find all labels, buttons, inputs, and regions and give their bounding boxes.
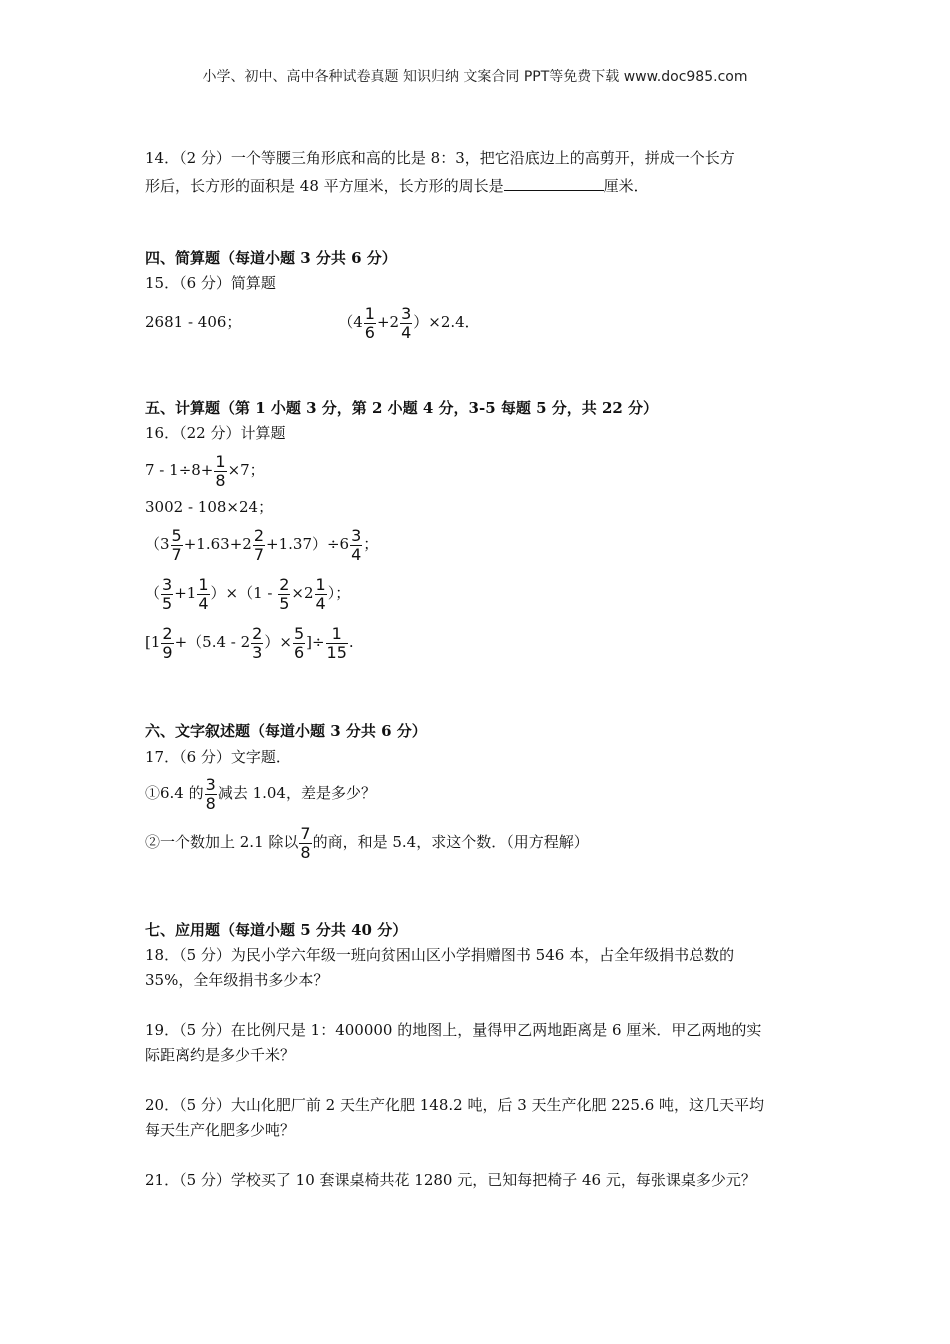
fraction: $\frac{1}{4}$ — [198, 574, 209, 613]
q20-line1: 20．（5 分）大山化肥厂前 2 天生产化肥 148.2 吨，后 3 天生产化肥 225.6 吨，这几天平均 — [145, 1096, 765, 1114]
fraction: $\frac{7}{8}$ — [300, 823, 311, 862]
answer-blank — [504, 174, 604, 191]
q19-line2: 际距离约是多少千米？ — [145, 1046, 296, 1064]
fraction: $\frac{1}{8}$ — [215, 451, 226, 490]
q18-line1: 18．（5 分）为民小学六年级一班向贫困山区小学捐赠图书 546 本，占全年级捐书总数的 — [145, 946, 735, 964]
page-header: 小学、初中、高中各种试卷真题 知识归纳 文案合同 PPT等免费下载 www.doc985.com — [202, 69, 748, 85]
fraction: $\frac{1}{6}$ — [364, 303, 375, 342]
q17-title: 17．（6 分）文字题． — [145, 748, 291, 766]
fraction: $\frac{1}{4}$ — [315, 574, 326, 613]
q17-item-2: ②一个数加上 2.1 除以 $\frac{7}{8}$ 的商，和是 5.4，求这个数．（用方程解） — [145, 823, 589, 862]
q19-line1: 19．（5 分）在比例尺是 1：400000 的地图上，量得甲乙两地距离是 6 厘米．甲乙两地的实 — [145, 1021, 762, 1039]
fraction: $\frac{3}{8}$ — [205, 774, 216, 813]
q14-line2 — [145, 174, 649, 196]
q16-expr-2: 3002 - 108×24； — [145, 498, 274, 516]
q16-expr-1: 7 - 1÷8+ $\frac{1}{8}$ ×7； — [145, 451, 265, 490]
q16-title: 16．（22 分）计算题 — [145, 424, 286, 442]
q16-expr-3: （3 $\frac{5}{7}$ +1.63+2 $\frac{2}{7}$ +1.37）÷6 $\frac{3}{4}$ ； — [145, 525, 379, 564]
fraction: $\frac{2}{9}$ — [162, 623, 173, 662]
q20-line2: 每天生产化肥多少吨？ — [145, 1121, 296, 1139]
q16-expr-4: （ $\frac{3}{5}$ +1 $\frac{1}{4}$ ）×（1 - $\frac{2}{5}$ ×2 $\frac{1}{4}$ ）； — [145, 574, 351, 613]
q16-expr-5: [1 $\frac{2}{9}$ +（5.4 - 2 $\frac{2}{3}$ ）× $\frac{5}{6}$ ]÷ $\frac{1}{15}$ . — [145, 623, 354, 662]
q15-title: 15．（6 分）简算题 — [145, 274, 276, 292]
fraction: $\frac{3}{4}$ — [351, 525, 362, 564]
q15-expr-2: （4 $\frac{1}{6}$ +2 $\frac{3}{4}$ ）×2.4． — [338, 303, 480, 342]
q15-expr-1: 2681 - 406； — [145, 313, 242, 331]
section-7-title: 七、应用题（每道小题 5 分共 40 分） — [145, 921, 408, 939]
q21-line1: 21．（5 分）学校买了 10 套课桌椅共花 1280 元，已知每把椅子 46 元，每张课桌多少元？ — [145, 1171, 756, 1189]
fraction: $\frac{2}{5}$ — [279, 574, 290, 613]
fraction: $\frac{5}{7}$ — [171, 525, 182, 564]
fraction: $\frac{3}{5}$ — [162, 574, 173, 613]
fraction: $\frac{2}{7}$ — [253, 525, 265, 564]
q17-item-1: ①6.4 的 $\frac{3}{8}$ 减去 1.04，差是多少？ — [145, 774, 376, 813]
section-6-title: 六、文字叙述题（每道小题 3 分共 6 分） — [145, 722, 427, 740]
q14-line1: 14．（2 分）一个等腰三角形底和高的比是 8：3，把它沿底边上的高剪开，拼成一个长方 — [145, 149, 735, 167]
fraction: $\frac{5}{6}$ — [293, 623, 305, 662]
q14-unit: 厘米． — [603, 177, 649, 195]
section-4-title: 四、简算题（每道小题 3 分共 6 分） — [145, 249, 397, 267]
q15-expressions — [145, 304, 480, 342]
fraction: $\frac{1}{15}$ — [326, 623, 347, 662]
section-5-title: 五、计算题（第 1 小题 3 分，第 2 小题 4 分，3-5 每题 5 分，共 22 分） — [145, 399, 659, 417]
q18-line2: 35%，全年级捐书多少本？ — [145, 971, 329, 989]
fraction: $\frac{3}{4}$ — [401, 303, 412, 342]
fraction: $\frac{2}{3}$ — [252, 623, 263, 662]
q14-text: 形后，长方形的面积是 48 平方厘米，长方形的周长是 — [145, 177, 504, 195]
